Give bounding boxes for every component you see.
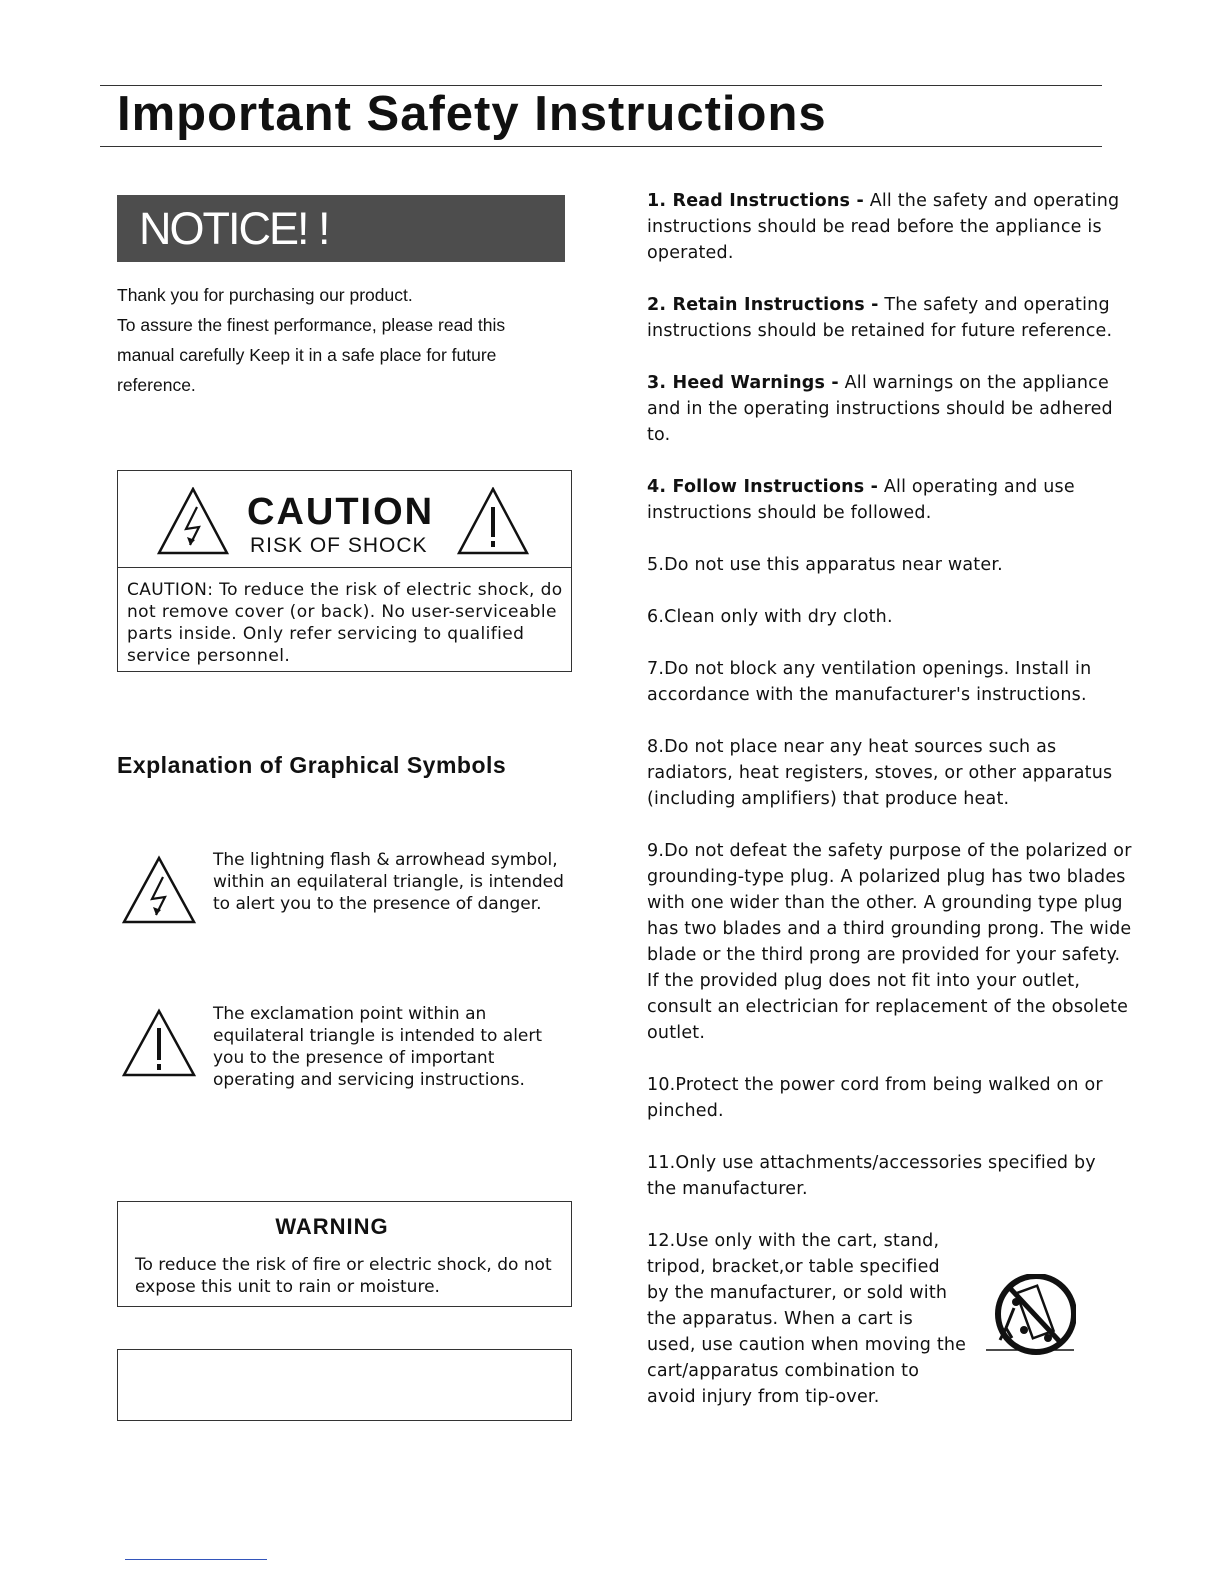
instruction-text: All warnings on the appliance and in the operating instructions should be adhered to. bbox=[647, 373, 1113, 445]
footer-line bbox=[125, 1559, 267, 1560]
lightning-symbol-text: The lightning flash & arrowhead symbol, within an equilateral triangle, is intended to alert you to the presence of danger. bbox=[213, 850, 564, 914]
notice-text bbox=[117, 280, 567, 400]
exclamation-warning-icon bbox=[457, 487, 529, 555]
instruction-item: 6.Clean only with dry cloth. bbox=[647, 607, 893, 627]
lightning-symbol-icon bbox=[121, 855, 197, 925]
instruction-title: 2. Retain Instructions - bbox=[647, 295, 879, 315]
instruction-item bbox=[647, 474, 1137, 526]
instruction-title: 3. Heed Warnings - bbox=[647, 373, 839, 393]
instruction-item: 11.Only use attachments/accessories specified by the manufacturer. bbox=[647, 1153, 1096, 1199]
empty-box bbox=[117, 1349, 572, 1421]
notice-banner: NOTICE! ! bbox=[117, 195, 565, 262]
instruction-title: 1. Read Instructions - bbox=[647, 191, 864, 211]
instruction-item: 7.Do not block any ventilation openings. Install in accordance with the manufacturer's instructions. bbox=[647, 659, 1092, 705]
instruction-text: All operating and use instructions should be followed. bbox=[647, 477, 1075, 523]
caution-header bbox=[118, 471, 571, 568]
notice-line: To assure the finest performance, please read this bbox=[117, 315, 506, 335]
notice-line: manual carefully Keep it in a safe place for future bbox=[117, 345, 497, 365]
exclamation-symbol-text: The exclamation point within an equilateral triangle is intended to alert you to the presence of important operating and servicing instructions. bbox=[213, 1004, 543, 1090]
instruction-title: 4. Follow Instructions - bbox=[647, 477, 879, 497]
lightning-warning-icon bbox=[157, 487, 229, 555]
instruction-item bbox=[647, 292, 1137, 344]
exclamation-symbol-icon bbox=[121, 1008, 197, 1078]
instruction-item bbox=[647, 370, 1117, 448]
cart-tip-over-icon bbox=[984, 1274, 1076, 1360]
instruction-text: All the safety and operating instructions should be read before the appliance is operated. bbox=[647, 191, 1120, 263]
instruction-item: 9.Do not defeat the safety purpose of the polarized or grounding-type plug. A polarized plug has two blades with one wider than the other. A grounding type plug has two blades and a third grounding prong. The wide blade or the third prong are provided for your safety. If the provided plug does not fit into your outlet, consult an electrician for replacement of the obsolete outlet. bbox=[647, 841, 1132, 1043]
notice-line: Thank you for purchasing our product. bbox=[117, 285, 413, 305]
caution-box bbox=[117, 470, 572, 672]
warning-body: To reduce the risk of fire or electric shock, do not expose this unit to rain or moisture. bbox=[135, 1255, 552, 1297]
page-title: Important Safety Instructions bbox=[117, 87, 827, 141]
symbols-heading: Explanation of Graphical Symbols bbox=[117, 752, 507, 778]
instruction-item: 10.Protect the power cord from being walked on or pinched. bbox=[647, 1075, 1103, 1121]
instruction-item: 8.Do not place near any heat sources such as radiators, heat registers, stoves, or other apparatus (including amplifiers) that produce heat. bbox=[647, 737, 1113, 809]
notice-line: reference. bbox=[117, 375, 196, 395]
warning-box bbox=[117, 1201, 572, 1307]
caution-body: CAUTION: To reduce the risk of electric shock, do not remove cover (or back). No user-serviceable parts inside. Only refer servicing to qualified service personnel. bbox=[127, 580, 563, 666]
instruction-item: 5.Do not use this apparatus near water. bbox=[647, 555, 1003, 575]
title-rule bbox=[100, 146, 1102, 147]
instruction-item: 12.Use only with the cart, stand, tripod, bracket,or table specified by the manufacturer, or sold with the apparatus. When a cart is used, use caution when moving the cart/apparatus combination to avoid injury from tip-over. bbox=[647, 1231, 967, 1407]
warning-title: WARNING bbox=[275, 1214, 389, 1239]
caution-subtitle: RISK OF SHOCK bbox=[250, 534, 428, 557]
instruction-text: The safety and operating instructions should be retained for future reference. bbox=[647, 295, 1113, 341]
caution-title: CAUTION bbox=[247, 491, 435, 533]
instruction-item bbox=[647, 188, 1137, 266]
